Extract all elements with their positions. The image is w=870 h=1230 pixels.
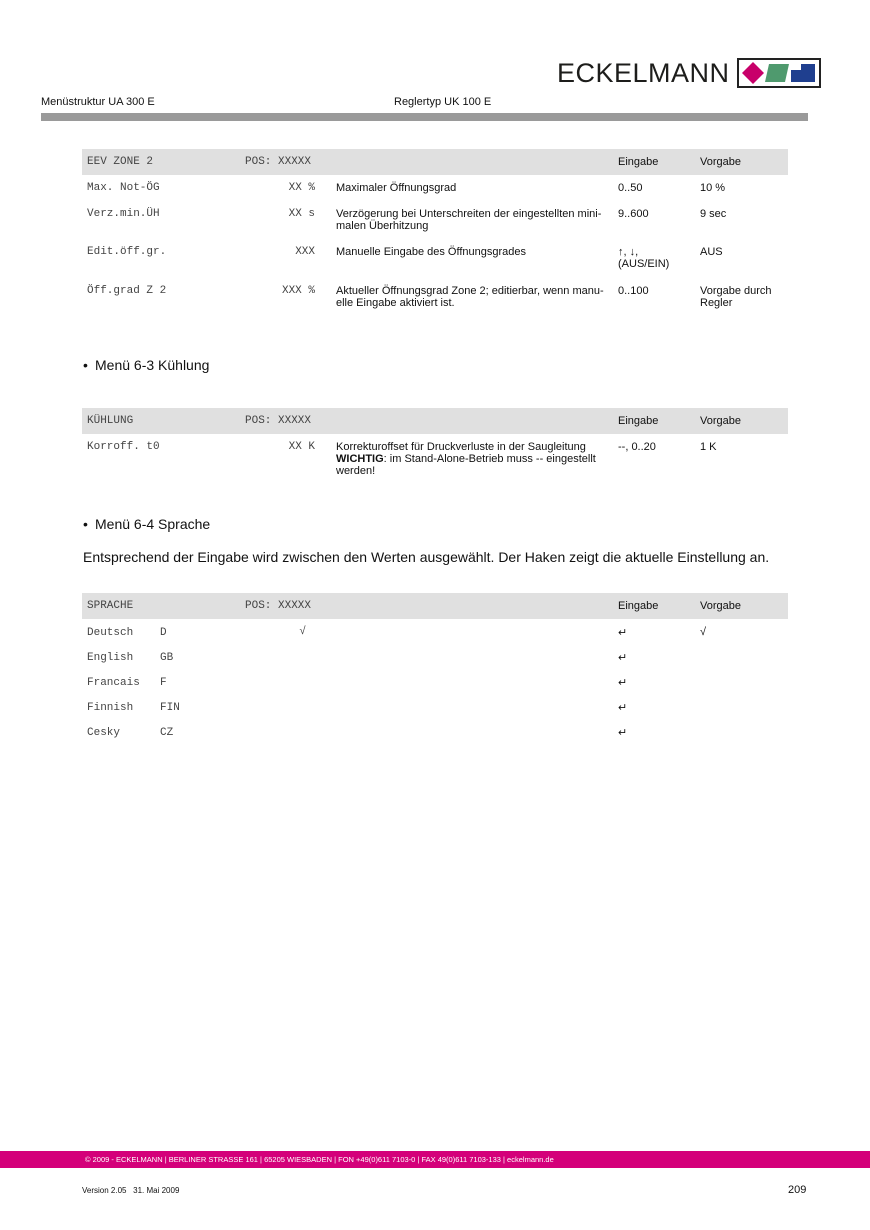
col-eingabe: Eingabe [614, 408, 697, 434]
language-code: FIN [160, 702, 180, 714]
enter-key-icon: ↵ [618, 677, 628, 689]
table-row [82, 239, 788, 279]
table-row [82, 644, 788, 669]
table-row [82, 201, 788, 239]
default-check-icon [697, 694, 788, 719]
param-unit: XX % [288, 182, 315, 194]
language-code: GB [160, 652, 174, 664]
default-check-icon [697, 644, 788, 669]
param-desc [325, 434, 614, 477]
param-unit: XX s [288, 208, 315, 220]
language-name: Cesky [87, 727, 121, 739]
table-row [82, 619, 788, 644]
param-eingabe: ↑, ↓, (AUS/EIN) [618, 246, 670, 270]
language-name: English [87, 652, 134, 664]
sprache-table [82, 593, 788, 744]
default-check-icon: √ [700, 626, 707, 638]
desc-important: WICHTIG [336, 453, 384, 465]
language-check-icon: √ [299, 626, 306, 638]
table-row [82, 279, 788, 317]
col-vorgabe: Vorgabe [697, 408, 788, 434]
param-name: Max. Not-ÖG [87, 182, 160, 194]
param-eingabe: 0..100 [618, 285, 649, 297]
param-name: Edit.öff.gr. [87, 246, 167, 258]
footer-copyright: © 2009 - ECKELMANN | BERLINER STRASSE 161 | 65205 WIESBADEN | FON +49(0)611 7103-0 | FAX 49(0)611 7103-133 | eckelmann.de [85, 1155, 554, 1164]
table-title: SPRACHE [82, 593, 200, 619]
table-title: KÜHLUNG [82, 408, 192, 434]
section-title: Menü 6-3 Kühlung [95, 357, 210, 373]
table-row [82, 719, 788, 744]
language-check-icon [200, 669, 315, 694]
param-unit: XXX % [281, 285, 315, 297]
table-row [82, 434, 788, 477]
param-vorgabe: 9 sec [700, 208, 727, 220]
section-title: Menü 6-4 Sprache [95, 516, 211, 532]
table-row [82, 694, 788, 719]
sprache-description: Entsprechend der Eingabe wird zwischen den Werten ausgewählt. Der Haken zeigt die aktuelle Einstellung an. [83, 549, 770, 565]
language-check-icon [200, 719, 315, 744]
param-vorgabe: Vorgabe durch Regler [700, 285, 772, 309]
param-eingabe: 0..50 [618, 182, 643, 194]
language-name: Francais [87, 677, 140, 689]
eev-zone2-table [82, 149, 788, 317]
company-logo [557, 58, 821, 88]
param-vorgabe: 1 K [700, 441, 717, 453]
section-heading-kuehlung [83, 357, 209, 373]
language-name: Finnish [87, 702, 134, 714]
param-unit: XXX [295, 246, 315, 258]
param-eingabe: --, 0..20 [618, 441, 656, 453]
header-divider [41, 113, 808, 121]
table-header [82, 593, 788, 619]
table-header [82, 149, 788, 175]
language-code: D [160, 627, 167, 639]
desc-text: Korrekturoffset für Druckverluste in der Saugleitung [336, 441, 586, 453]
header-menu-structure: Menüstruktur UA 300 E [41, 96, 155, 108]
col-eingabe: Eingabe [614, 593, 697, 619]
param-vorgabe: AUS [700, 246, 723, 258]
section-heading-sprache [83, 516, 210, 532]
enter-key-icon: ↵ [618, 627, 628, 639]
default-check-icon [697, 669, 788, 694]
table-header [82, 408, 788, 434]
language-check-icon [200, 694, 315, 719]
col-vorgabe: Vorgabe [697, 593, 788, 619]
param-eingabe: 9..600 [618, 208, 649, 220]
language-code: F [160, 677, 167, 689]
version-info: Version 2.05 31. Mai 2009 [82, 1186, 180, 1195]
table-pos: POS: XXXXX [200, 593, 315, 619]
col-vorgabe: Vorgabe [697, 149, 788, 175]
logo-text: ECKELMANN [557, 58, 730, 88]
param-name: Korroff. t0 [87, 441, 160, 453]
table-title: EEV ZONE 2 [82, 149, 192, 175]
logo-mark [737, 58, 821, 88]
param-vorgabe: 10 % [700, 182, 726, 194]
enter-key-icon: ↵ [618, 652, 628, 664]
param-unit: XX K [288, 441, 315, 453]
param-name: Verz.min.ÜH [87, 208, 160, 220]
bullet-icon: • [83, 357, 88, 373]
page-number: 209 [788, 1184, 807, 1196]
header-controller-type: Reglertyp UK 100 E [394, 96, 492, 108]
logo-squares-icon [739, 60, 819, 86]
enter-key-icon: ↵ [618, 727, 628, 739]
enter-key-icon: ↵ [618, 702, 628, 714]
default-check-icon [697, 719, 788, 744]
table-pos: POS: XXXXX [192, 149, 325, 175]
table-row [82, 175, 788, 201]
language-check-icon [200, 644, 315, 669]
kuehlung-table [82, 408, 788, 477]
param-desc: Aktueller Öffnungsgrad Zone 2; editierbar, wenn manu-elle Eingabe aktiviert ist. [336, 285, 604, 309]
desc-rest: : im Stand-Alone-Betrieb muss -- eingestellt werden! [336, 453, 596, 477]
table-pos: POS: XXXXX [192, 408, 325, 434]
param-desc: Maximaler Öffnungsgrad [336, 182, 457, 194]
bullet-icon: • [83, 516, 88, 532]
param-name: Öff.grad Z 2 [87, 285, 167, 297]
table-row [82, 669, 788, 694]
param-desc: Manuelle Eingabe des Öffnungsgrades [336, 246, 526, 258]
col-eingabe: Eingabe [614, 149, 697, 175]
param-desc: Verzögerung bei Unterschreiten der eingestellten mini-malen Überhitzung [336, 208, 602, 232]
language-code: CZ [160, 727, 174, 739]
language-name: Deutsch [87, 627, 134, 639]
